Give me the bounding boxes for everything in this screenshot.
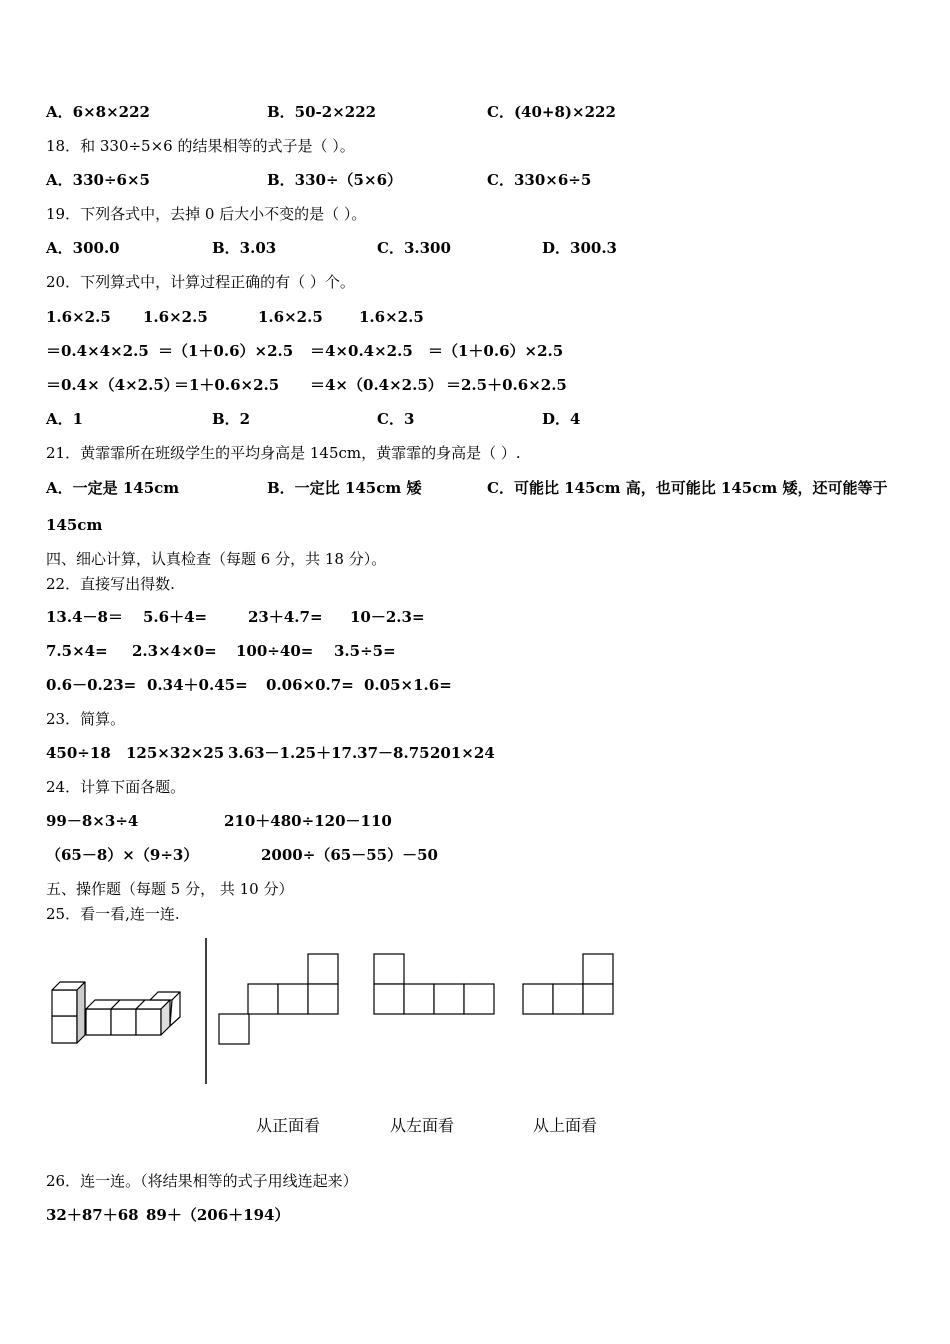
q20-calc: 1.6×2.5 <box>143 308 208 326</box>
q23-stem: 23．简算。 <box>46 710 126 728</box>
q24-item: 2000÷（65－55）－50 <box>261 846 438 864</box>
q19-option-a: A．300.0 <box>46 239 120 257</box>
q20-option-b: B．2 <box>212 410 251 428</box>
q20-option-a: A．1 <box>46 410 84 428</box>
q20-option-d: D．4 <box>542 410 581 428</box>
q25-stem: 25．看一看,连一连. <box>46 905 180 923</box>
q24-item: 210＋480÷120－110 <box>224 812 392 830</box>
view-label-top: 从上面看 <box>533 1116 598 1135</box>
q18-option-c: C．330×6÷5 <box>487 171 592 189</box>
q20-calc: ＝2.5＋0.6×2.5 <box>446 376 567 394</box>
q20-option-c: C．3 <box>377 410 415 428</box>
q17-option-b: B．50-2×222 <box>267 103 377 121</box>
q21-option-c-continuation: 145cm <box>46 516 103 534</box>
q22-item: 7.5×4= <box>46 642 108 660</box>
q21-stem: 21．黄霏霏所在班级学生的平均身高是 145cm，黄霏霏的身高是（ ）. <box>46 444 521 462</box>
q22-item: 0.34＋0.45= <box>147 676 248 694</box>
q19-option-c: C．3.300 <box>377 239 451 257</box>
q22-item: 0.05×1.6= <box>364 676 452 694</box>
q22-item: 3.5÷5= <box>334 642 396 660</box>
q22-item: 0.6－0.23= <box>46 676 137 694</box>
q17-option-c: C．(40+8)×222 <box>487 103 616 121</box>
q21-option-c: C．可能比 145cm 高，也可能比 145cm 矮，还可能等于 <box>487 479 888 497</box>
q20-calc: 1.6×2.5 <box>46 308 111 326</box>
q22-item: 10－2.3= <box>350 608 425 626</box>
q19-option-b: B．3.03 <box>212 239 277 257</box>
q23-item: 450÷18 <box>46 744 111 762</box>
q20-calc: 1.6×2.5 <box>359 308 424 326</box>
q23-item: 201×24 <box>430 744 495 762</box>
q23-item: 125×32×25 <box>126 744 225 762</box>
q24-item: （65－8）×（9÷3） <box>46 846 199 864</box>
q20-calc: ＝4×（0.4×2.5） <box>310 376 443 394</box>
q17-option-a: A．6×8×222 <box>46 103 150 121</box>
q22-stem: 22．直接写出得数. <box>46 575 175 593</box>
q21-option-b: B．一定比 145cm 矮 <box>267 479 422 497</box>
view-label-front: 从正面看 <box>256 1116 321 1135</box>
q26-item: 89＋（206＋194） <box>146 1206 290 1224</box>
section-4-title: 四、细心计算，认真检查（每题 6 分，共 18 分）。 <box>46 550 387 568</box>
q20-calc: ＝1＋0.6×2.5 <box>174 376 280 394</box>
q20-stem: 20．下列算式中，计算过程正确的有（ ）个。 <box>46 273 355 291</box>
q22-item: 13.4－8＝ <box>46 608 123 626</box>
view-grid-1 <box>218 952 342 1046</box>
q22-item: 100÷40= <box>236 642 314 660</box>
q20-calc: 1.6×2.5 <box>258 308 323 326</box>
q26-item: 32＋87＋68 <box>46 1206 139 1224</box>
q19-stem: 19．下列各式中，去掉 0 后大小不变的是（ ）。 <box>46 205 367 223</box>
q19-option-d: D．300.3 <box>542 239 617 257</box>
q20-calc: ＝0.4×（4×2.5） <box>46 376 179 394</box>
q20-calc: ＝4×0.4×2.5 <box>310 342 413 360</box>
q22-item: 2.3×4×0= <box>132 642 217 660</box>
q26-stem: 26．连一连。（将结果相等的式子用线连起来） <box>46 1172 358 1190</box>
q20-calc: ＝（1＋0.6）×2.5 <box>158 342 294 360</box>
view-grid-3 <box>521 952 617 1016</box>
q23-item: 3.63－1.25＋17.37－8.75 <box>228 744 430 762</box>
view-label-left: 从左面看 <box>390 1116 455 1135</box>
q24-stem: 24．计算下面各题。 <box>46 778 186 796</box>
q22-item: 0.06×0.7= <box>266 676 354 694</box>
cube-solid-figure <box>40 975 190 1055</box>
q18-option-b: B．330÷（5×6） <box>267 171 403 189</box>
q22-item: 5.6＋4= <box>143 608 208 626</box>
figure-divider <box>204 938 208 1086</box>
q20-calc: ＝0.4×4×2.5 <box>46 342 149 360</box>
q21-option-a: A．一定是 145cm <box>46 479 180 497</box>
section-5-title: 五、操作题（每题 5 分， 共 10 分） <box>46 880 294 898</box>
q24-item: 99－8×3÷4 <box>46 812 139 830</box>
view-grid-2 <box>372 952 498 1016</box>
q18-stem: 18．和 330÷5×6 的结果相等的式子是（ ）。 <box>46 137 355 155</box>
q20-calc: ＝（1＋0.6）×2.5 <box>428 342 564 360</box>
q22-item: 23＋4.7= <box>248 608 323 626</box>
q18-option-a: A．330÷6×5 <box>46 171 150 189</box>
